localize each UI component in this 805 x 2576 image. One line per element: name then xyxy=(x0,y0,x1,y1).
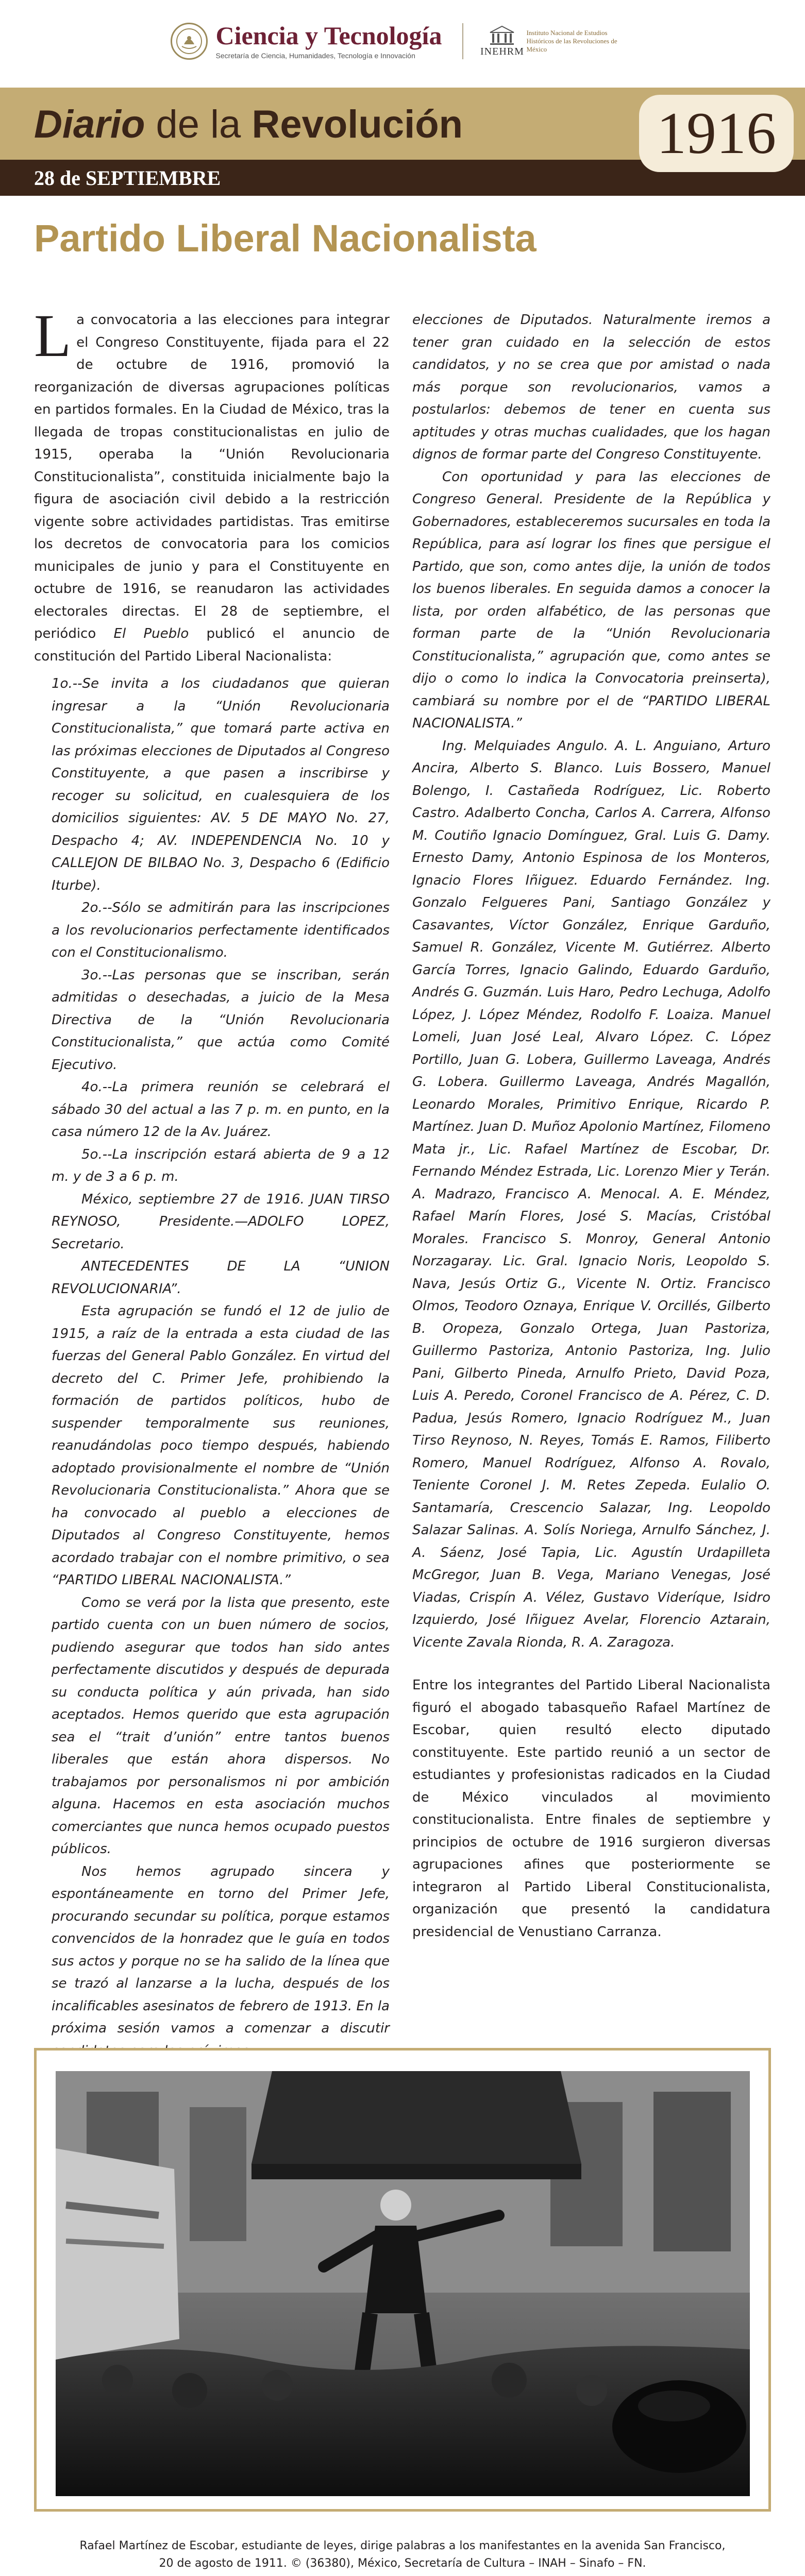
closing-paragraph: Entre los integrantes del Partido Liberal Nacionalista figuró el abogado tabasqueño Rafael Martínez de Escobar, quien resultó electo diputado constituyente. Este partido reunió a un sector de estudiantes y profesionistas radicados en la Ciudad de México vinculados al movimiento constitucionalista. Entre finales de septiembre y principios de octubre de 1916 surgieron diversas agrupaciones afines que posteriormente se integraron al Partido Liberal Constitucionalista, organización que presentó la candidatura presidencial de Venustiano Carranza. xyxy=(412,1677,770,1940)
quote-paragraph: 4o.--La primera reunión se celebrará el sábado 30 del actual a las 7 p. m. en punto, en la casa número 12 de la Av. Juárez. xyxy=(52,1079,390,1140)
quote-paragraph: Como se verá por la lista que presento, este partido cuenta con un buen número de socios, pudiendo asegurar que todos han sido antes perfectamente discutidos y después de depurada su conducta política y aún privada, han sido aceptados. Hemos querido que esta agrupación sea el “trait d’unión” entre tantos buenos liberales que están ahora dispersos. No trabajamos por personalismos ni por ambición alguna. Hacemos en esta asociación muchos comerciantes que nunca hemos ocupado puestos públicos. xyxy=(52,1595,390,1857)
article-column-left xyxy=(34,302,390,2062)
article-column-right xyxy=(412,309,770,1943)
intro-paragraph: La convocatoria a las elecciones para integrar el Congreso Constituyente, fijada para el 22 de octubre de 1916, promovió la reorganización de diversas agrupaciones políticas en partidos formales. En la Ciudad de México, tras la llegada de tropas constitucionalistas en julio de 1915, operaba la “Unión Revolucionaria Constitucionalista”, constituida inicialmente bajo la figura de asociación civil debido a la restricción vigente sobre actividades partidistas. Tras emitirse los decretos de convocatoria para los comicios municipales de junio y para el Constituyente en octubre de 1916, se reanudaron las actividades electorales directas. El 28 de septiembre, el periódico El Pueblo publicó el anuncio de constitución del Partido Liberal Nacionalista: xyxy=(34,302,390,664)
photo-caption: Rafael Martínez de Escobar, estudiante de leyes, dirige palabras a los manifestantes en la avenida San Francisco, 20 de agosto de 1911. © (36380), México, Secretaría de Cultura – INAH – Sinafo – FN. xyxy=(79,2539,726,2570)
year-badge xyxy=(639,95,794,172)
drop-cap: L xyxy=(34,302,72,369)
article-title: Partido Liberal Nacionalista xyxy=(34,217,536,260)
cyt-title: Ciencia y Tecnología xyxy=(215,21,442,50)
quote-paragraph: Con oportunidad y para las elecciones de Congreso General. Presidente de la República y Gobernadores, estableceremos sucursales en toda la República, para así lograr los fines que persigue el Partido, que son, como antes dije, la unión de todos los buenos liberales. En seguida damos a conocer la lista, por orden alfabético, de las personas que forman parte de la “Unión Revolucionaria Constitucionalista,” agrupación que, como antes se dijo o como lo indica la Convocatoria preinserta), cambiará su nombre por el de “PARTIDO LIBERAL NACIONALISTA.” xyxy=(412,469,770,731)
masthead-date: 28 de SEPTIEMBRE xyxy=(34,166,221,190)
inehrm-building-icon xyxy=(489,25,515,46)
quote-paragraph: ANTECEDENTES DE LA “UNION REVOLUCIONARIA”. xyxy=(52,1259,390,1297)
quote-paragraph: 1o.--Se invita a los ciudadanos que quieran ingresar a la “Unión Revolucionaria Constitucionalista,” que tomará parte activa en las próximas elecciones de Diputados al Congreso Constituyente, a que pasen a inscribirse y recoger su solicitud, en cualesquiera de los domicilios siguientes: AV. 5 DE MAYO No. 27, Despacho 4; AV. INDEPENDENCIA No. 10 y CALLEJON DE BILBAO No. 3, Despacho 6 (Edificio Iturbe). xyxy=(52,676,390,893)
quote-paragraph: 5o.--La inscripción estará abierta de 9 a 12 m. y de 3 a 6 p. m. xyxy=(52,1146,390,1184)
quote-paragraph: Esta agrupación se fundó el 12 de julio de 1915, a raíz de la entrada a esta ciudad de las fuerzas del General Pablo González. En virtud del decreto del C. Primer Jefe, prohibiendo la formación de partidos políticos, hubo de suspender temporalmente sus reuniones, reanudándolas poco tiempo después, habiendo adoptado provisionalmente el nombre de “Unión Revolucionaria Constitucionalista.” Ahora que se ha convocado al pueblo a elecciones de Diputados al Congreso Constituyente, hemos acordado trabajar con el nombre primitivo, o sea “PARTIDO LIBERAL NACIONALISTA.” xyxy=(52,1303,390,1588)
inehrm-logo xyxy=(480,23,634,59)
logo-divider xyxy=(462,23,463,59)
masthead-title: Diario de la Revolución xyxy=(34,103,463,146)
year-label: 1916 xyxy=(657,100,776,166)
cyt-subtitle: Secretaría de Ciencia, Humanidades, Tecnología e Innovación xyxy=(215,52,415,60)
masthead xyxy=(0,88,805,196)
quote-paragraph: Nos hemos agrupado sincera y espontáneamente en torno del Primer Jefe, procurando secundar su política, porque estamos convencidos de la honradez que le guía en todos sus actos y porque no se ha salido de la línea que se trazó al lanzarse a la lucha, después de los incalificables asesinatos de febrero de 1913. En la próxima sesión vamos a comenzar a discutir xyxy=(52,1863,390,2036)
quote-paragraph: 2o.--Sólo se admitirán para las inscripciones a los revolucionarios perfectamente identificados con el Constitucionalismo. xyxy=(52,900,390,960)
header-logos xyxy=(0,0,805,82)
quote-paragraph: México, septiembre 27 de 1916. JUAN TIRSO REYNOSO, Presidente.—ADOLFO LOPEZ, Secretario. xyxy=(52,1191,390,1252)
historical-photo xyxy=(56,2071,750,2496)
inehrm-word: INEHRM xyxy=(480,45,524,57)
speaker-crowd-photo xyxy=(56,2071,750,2496)
inehrm-full-name: Instituto Nacional de Estudios Históricos de las Revoluciones de México xyxy=(526,28,617,54)
quote-paragraph: elecciones de Diputados. Naturalmente iremos a tener gran cuidado en la selección de estos candidatos, y no se crea que por amistad o nada más porque son revolucionarios, vamos a postularlos: debemos de tener en cuenta sus aptitudes y otras muchas cualidades, que los hagan dignos de formar parte del Congreso Constituyente. xyxy=(412,312,770,462)
member-list: Ing. Melquiades Angulo. A. L. Anguiano, Arturo Ancira, Alberto S. Blanco. Luis Bossero, Manuel Bolengo, I. Castañeda Rodríguez, Lic. Roberto Castro. Adalberto Concha, Carlos A. Carrera, Alfonso M. Coutiño Ignacio Domínguez, Gral. Luis G. Damy. Ernesto Damy, Antonio Espinosa de los Monteros, Ignacio Flores Iñiguez. Eduardo Fernández. Ing. Gonzalo Felgueres Pani, Santiago González y Casavantes, Víctor González, Enrique Garduño, Samuel R. González, Vicente M. Gutiérrez. Alberto García Torres, Ignacio Galindo, Eduardo Garduño, Andrés G. Guzmán. Luis Haro, Pedro Lechuga, Adolfo López, J. López Méndez, Rodolfo F. Loaiza. Manuel Lomeli, Juan José Leal, Alvaro López. C. López Portillo, Juan G. Lobera, Guillermo Laveaga, Andrés G. Lobera. Guillermo Laveaga, Andrés Magallón, Leonardo Morales, Primitivo Enrique, Ricardo P. Martínez. Juan D. Muñoz Apolonio Martínez, Filomeno Mata jr., Lic. Rafael Martínez de Escobar, Dr. Fernando Méndez Estrada, Lic. Lorenzo Mier y Terán. A. Madrazo, Francisco A. Menocal. A. E. Méndez, Rafael Marín Flores, José S. Macías, Cristóbal Morales. Francisco S. Monroy, General Antonio Norzagaray. Lic. Gral. Ignacio Noris, Leopoldo S. Nava, Jesús Ortiz G., Vicente N. Ortiz. Francisco Olmos, Teodoro Oznaya, Enrique V. Orcillés, Gilberto B. Oropeza, Gonzalo Ortega, Juan Pastoriza, Guillermo Pastoriza, Antonio Pastoriza, Ing. Julio Pani, Gilberto Pineda, Arnulfo Prieto, David Poza, Luis A. Peredo, Coronel Francisco de A. Pérez, C. D. Padua, Jesús Romero, Ignacio Rodríguez M., Juan Tirso Reynoso, N. Reyes, Tomás E. Ramos, Filiberto Romero, Manuel Rodríguez, Alfonso A. Rovalo, Teniente Coronel J. M. Retes Zepeda. Eulalio O. Santamaría, Crescencio Salazar, Ing. Leopoldo Salazar Salinas. A. Solís Noriega, Arnulfo Sánchez, J. A. Sáenz, José Tapia, Lic. Agustín Urdapilleta McGregor, Juan B. Vega, Mariano Venegas, José Viadas, Crispín A. Vélez, Gustavo Videríque, Isidro Izquierdo, José Iñiguez Avelar, Florencio Aztarain, Vicente Zavala Rionda, R. A. Zaragoza. xyxy=(412,738,770,1650)
quote-paragraph: 3o.--Las personas que se inscriban, serán admitidas o desechadas, a juicio de la Mesa Directiva de la “Unión Revolucionaria Constitucionalista,” que actúa como Comité Ejecutivo. xyxy=(52,967,390,1073)
national-seal-icon xyxy=(171,23,208,60)
ciencia-tecnologia-logo xyxy=(171,23,442,60)
